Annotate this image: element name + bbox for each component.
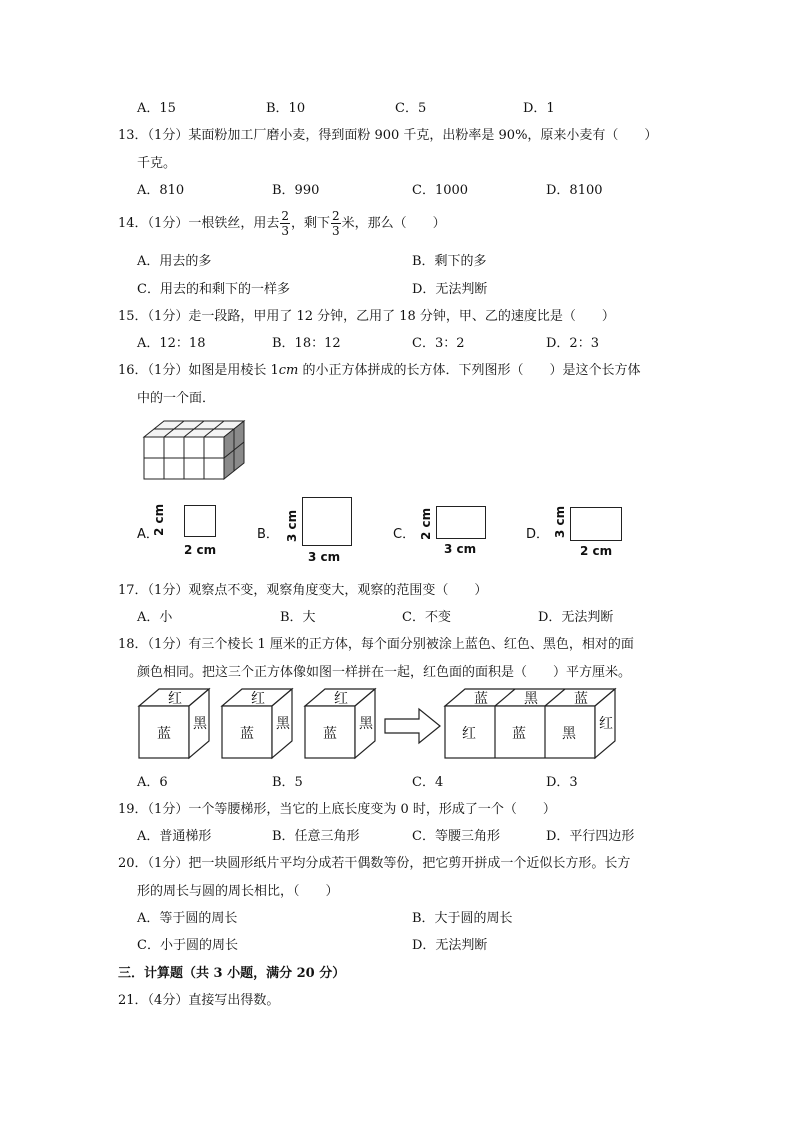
- q15-option-a: A．12：18: [137, 336, 206, 351]
- q16-option-d-height: 3 cm: [553, 505, 567, 538]
- cube1-top: 红: [168, 691, 182, 707]
- q18-option-d: D．3: [546, 775, 578, 790]
- q14-option-a: A．用去的多: [137, 254, 212, 269]
- q16-option-c-rect: [436, 506, 486, 539]
- cube2-front: 蓝: [240, 726, 254, 742]
- q13-option-a: A．810: [137, 183, 185, 198]
- q16-option-b-square: [302, 497, 352, 546]
- row-side: 红: [599, 716, 613, 732]
- q12-option-a: A．15: [137, 101, 176, 116]
- q13-stem-cont: 千克。: [137, 156, 177, 171]
- q14-stem-mid: ，剩下: [290, 216, 330, 231]
- q13-option-d: D．8100: [546, 183, 603, 198]
- q12-option-b: B．10: [266, 101, 306, 116]
- q20-stem: 20．（1分）把一块圆形纸片平均分成若干偶数等份，把它剪开拼成一个近似长方形。长方: [118, 856, 631, 871]
- q16-option-b-height: 3 cm: [285, 509, 299, 542]
- q14-option-c: C．用去的和剩下的一样多: [137, 282, 290, 297]
- q16-option-a-square: [184, 505, 216, 537]
- cuboid-figure: [140, 417, 250, 485]
- q12-option-d: D．1: [523, 101, 555, 116]
- q16-option-a-width: 2 cm: [184, 543, 217, 557]
- q17-option-d: D．无法判断: [538, 610, 614, 625]
- q20-option-d: D．无法判断: [412, 938, 488, 953]
- q19-option-a: A．普通梯形: [137, 829, 212, 844]
- q16-option-a-height: 2 cm: [152, 503, 166, 536]
- row-top-1: 蓝: [474, 691, 488, 707]
- q15-stem: 15．（1分）走一段路，甲用了 12 分钟，乙用了 18 分钟，甲、乙的速度比是（ ）: [118, 309, 615, 324]
- section-heading: 三．计算题（共 3 小题，满分 20 分）: [118, 966, 346, 981]
- q18-stem: 18．（1分）有三个棱长 1 厘米的正方体，每个面分别被涂上蓝色、红色、黑色，相对的面: [118, 637, 634, 652]
- q19-option-c: C．等腰三角形: [412, 829, 500, 844]
- q18-stem-cont: 颜色相同。把这三个正方体像如图一样拼在一起，红色面的面积是（ ）平方厘米。: [137, 665, 632, 680]
- q18-option-b: B．5: [272, 775, 303, 790]
- q17-option-c: C．不变: [402, 610, 451, 625]
- q16-stem-cont: 中的一个面．: [137, 391, 216, 406]
- q21-stem: 21．（4分）直接写出得数。: [118, 993, 280, 1008]
- q20-stem-cont: 形的周长与圆的周长相比，（ ）: [137, 884, 339, 899]
- cube3-top: 红: [334, 691, 348, 707]
- q16-option-d-label: D．: [526, 527, 550, 542]
- cube2-top: 红: [251, 691, 265, 707]
- q16-stem: 16．（1分）如图是用棱长 1cm 的小正方体拼成的长方体．下列图形（ ）是这个长方体: [118, 363, 641, 378]
- q14-fraction-used: $\frac{2}{3}$: [281, 209, 289, 238]
- cube1-front: 蓝: [157, 726, 171, 742]
- q16-option-d-width: 2 cm: [580, 544, 613, 558]
- q17-option-b: B．大: [280, 610, 316, 625]
- row-top-3: 蓝: [574, 691, 588, 707]
- row-front-1: 红: [462, 726, 476, 742]
- q16-option-c-width: 3 cm: [444, 542, 477, 556]
- q16-option-b-label: B．: [257, 527, 279, 542]
- q20-option-b: B．大于圆的周长: [412, 911, 513, 926]
- q15-option-d: D．2：3: [546, 336, 599, 351]
- cube3-side: 黑: [359, 716, 373, 732]
- q14-stem-post: 米，那么（ ）: [341, 216, 446, 231]
- q19-option-d: D．平行四边形: [546, 829, 635, 844]
- q19-option-b: B．任意三角形: [272, 829, 360, 844]
- q16-option-a-label: A．: [137, 527, 159, 542]
- cube3-front: 蓝: [323, 726, 337, 742]
- q20-option-c: C．小于圆的周长: [137, 938, 238, 953]
- q14-option-b: B．剩下的多: [412, 254, 487, 269]
- cubes-figure: [136, 686, 636, 762]
- row-front-3: 黑: [562, 726, 576, 742]
- q13-option-c: C．1000: [412, 183, 469, 198]
- q14-stem-pre: 14．（1分）一根铁丝，用去: [118, 216, 280, 231]
- q18-option-a: A．6: [137, 775, 168, 790]
- q16-option-b-width: 3 cm: [308, 550, 341, 564]
- q14-option-d: D．无法判断: [412, 282, 488, 297]
- row-top-2: 黑: [524, 691, 538, 707]
- q13-option-b: B．990: [272, 183, 320, 198]
- q14-fraction-left: $\frac{2}{3}$: [331, 209, 340, 238]
- q17-stem: 17．（1分）观察点不变，观察角度变大，观察的范围变（ ）: [118, 583, 488, 598]
- q15-option-c: C．3：2: [412, 336, 465, 351]
- q15-option-b: B．18：12: [272, 336, 341, 351]
- q17-option-a: A．小: [137, 610, 173, 625]
- q13-stem: 13．（1分）某面粉加工厂磨小麦，得到面粉 900 千克，出粉率是 90%，原来小麦有（ ）: [118, 128, 658, 143]
- q20-option-a: A．等于圆的周长: [137, 911, 238, 926]
- q14-stem: [118, 206, 446, 242]
- q16-option-c-label: C．: [393, 527, 416, 542]
- q16-unit: cm: [278, 363, 299, 378]
- row-front-2: 蓝: [512, 726, 526, 742]
- q16-option-d-rect: [570, 507, 622, 541]
- q18-option-c: C．4: [412, 775, 444, 790]
- q19-stem: 19．（1分）一个等腰梯形，当它的上底长度变为 0 时，形成了一个（ ）: [118, 802, 556, 817]
- q16-option-c-height: 2 cm: [419, 507, 433, 540]
- cube1-side: 黑: [193, 716, 207, 732]
- cube2-side: 黑: [276, 716, 290, 732]
- q12-option-c: C．5: [395, 101, 427, 116]
